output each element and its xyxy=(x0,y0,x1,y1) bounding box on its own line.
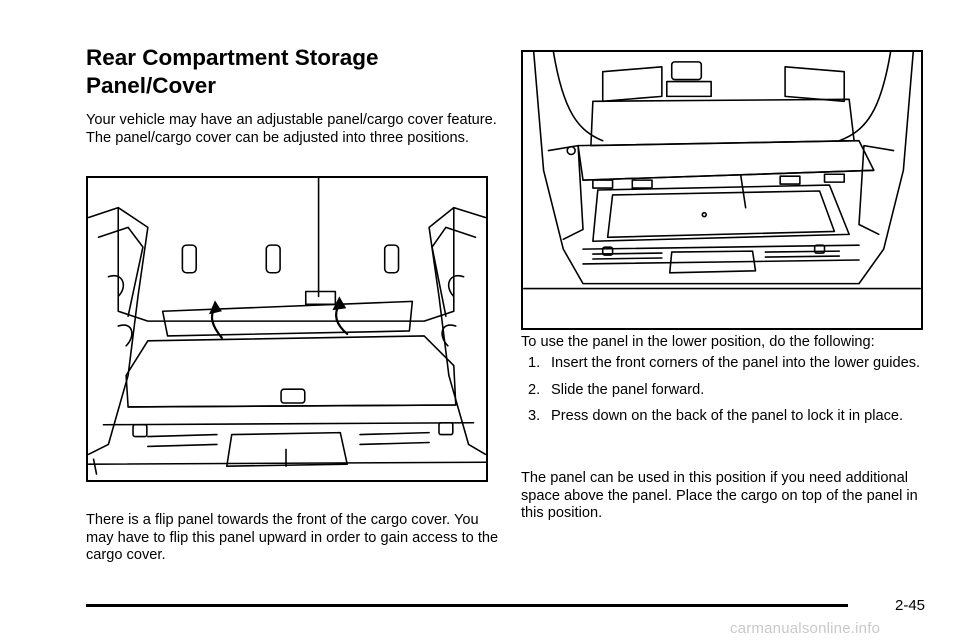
cargo-cover-raised-drawing xyxy=(88,178,486,480)
flip-panel-paragraph: There is a flip panel towards the front of the cargo cover. You may have to flip this panel upward in order to gain access to the cargo cover. xyxy=(86,512,499,563)
step-text: Insert the front corners of the panel into the lower guides. xyxy=(551,355,921,371)
cargo-cover-lower-drawing xyxy=(523,52,921,328)
closing-paragraph: The panel can be used in this position if you need additional space above the panel. Place the cargo on top of the panel in this position. xyxy=(521,470,918,521)
lower-position-illustration xyxy=(521,50,923,330)
intro-paragraph: Your vehicle may have an adjustable panel/cargo cover feature. The panel/cargo cover can be adjusted into three positions. xyxy=(86,112,497,146)
step-item xyxy=(521,355,921,373)
footer-rule xyxy=(86,604,848,607)
step-text: Press down on the back of the panel to lock it in place. xyxy=(551,408,904,424)
step-number: 2. xyxy=(528,381,541,398)
step-number: 3. xyxy=(528,408,541,424)
step-item xyxy=(521,408,921,426)
section-title xyxy=(86,44,379,100)
title-line-1: Rear Compartment Storage xyxy=(86,45,379,70)
page-number: 2-45 xyxy=(895,597,926,614)
flip-panel-illustration xyxy=(86,176,488,482)
step-text: Slide the panel forward. xyxy=(551,381,705,398)
watermark: carmanualsonline.info xyxy=(730,620,881,637)
lower-position-intro: To use the panel in the lower position, do the following: xyxy=(521,334,875,350)
steps-list xyxy=(521,355,921,435)
step-item xyxy=(521,382,921,400)
step-number: 1. xyxy=(528,355,541,371)
title-line-2: Panel/Cover xyxy=(86,73,217,98)
